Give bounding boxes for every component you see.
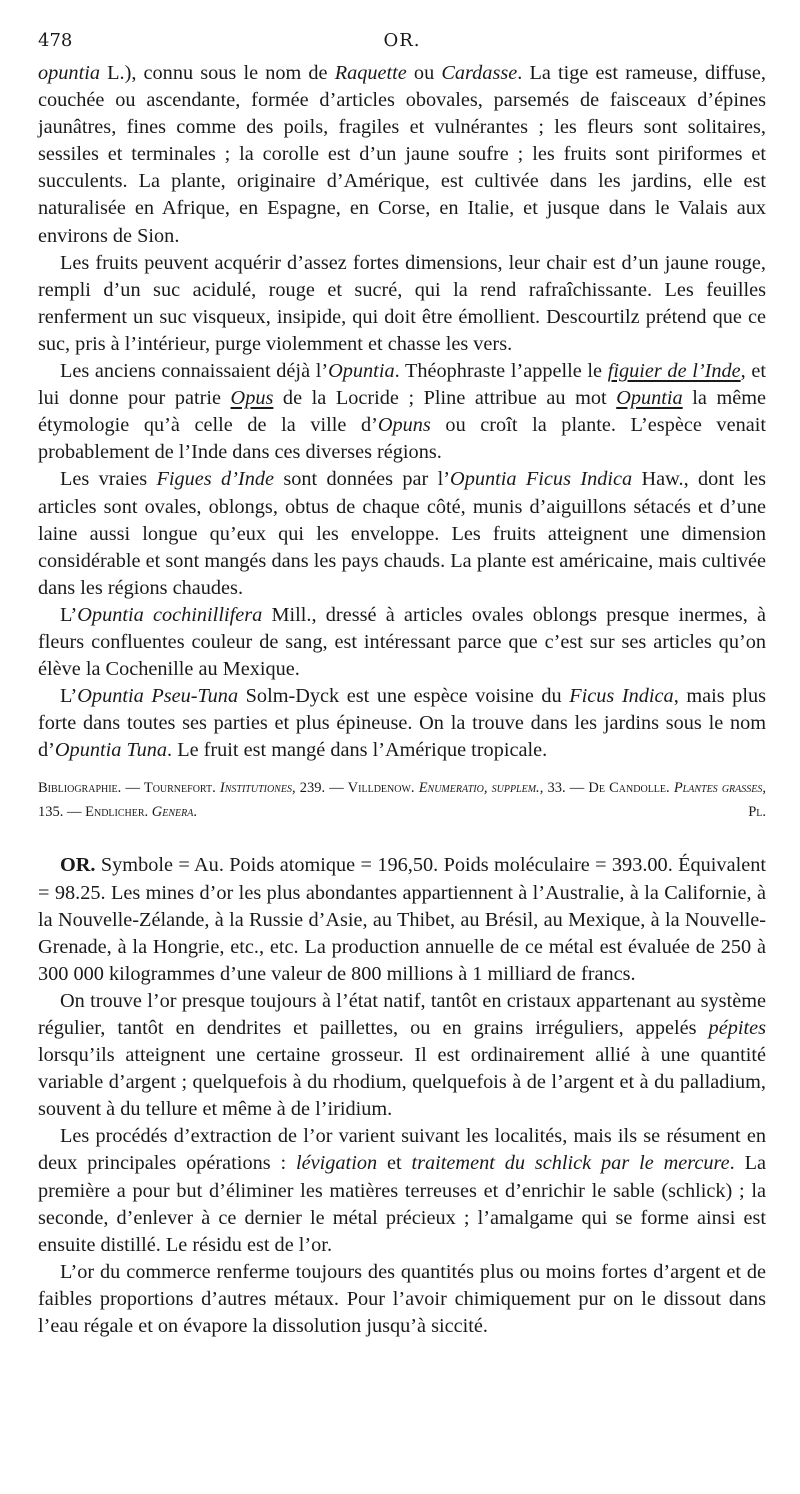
text-run: Les anciens connaissaient déjà l’ [60, 360, 329, 383]
entry-headword: OR. [60, 854, 96, 877]
or-paragraph-1 [38, 852, 766, 987]
text-run: ou [406, 62, 442, 84]
text-run: , et lui donne pour patrie [38, 360, 766, 410]
italic-term: Enumeratio, supplem. [418, 780, 540, 797]
text-run: L’ [60, 603, 78, 626]
text-run: , 33. — De Candolle. [539, 780, 674, 797]
text-run: L.), connu sous le nom de [99, 62, 335, 84]
italic-term: Institutiones [219, 780, 292, 797]
section-gap [38, 824, 766, 852]
text-run: Les vraies [60, 468, 157, 491]
italic-term: Figues d’Inde [156, 468, 274, 491]
italic-term: Opuntia Tuna [54, 739, 168, 762]
running-head: OR. [383, 30, 421, 51]
italic-term: Opuntia cochinillifera [77, 603, 263, 626]
or-paragraph-2 [38, 988, 766, 1123]
italic-term: figuier de l’Inde [607, 360, 741, 383]
italic-term: Ficus Indica [569, 685, 674, 708]
text-run: . Théophraste l’appelle le [394, 360, 608, 383]
or-paragraph-3 [38, 1123, 766, 1258]
text-run: la même étymologie qu’à celle de la ville d’ [38, 387, 766, 437]
author-signature: Pl. [748, 804, 766, 821]
page-body [38, 60, 766, 1340]
italic-term: traitement du schlick par le mercure [411, 1152, 730, 1175]
text-run: de la Locride ; Pline attribue au mot [273, 387, 617, 410]
text-run: Solm-Dyck est une espèce voisine du [238, 685, 570, 708]
italic-term: pépites [708, 1017, 766, 1039]
dictionary-page [38, 30, 766, 1340]
text-run: , 239. — Villdenow. [291, 780, 419, 797]
text-run: , 135. — Endlicher. [38, 780, 767, 821]
text-run: Symbole = Au. Poids atomique = 196,50. Poids moléculaire = 393.00. Équivalent = 98.25. Les mines d’or les plus abondantes appartiennent à l’Australie, à la Californie, à la Nouvelle-Zélande, à la Russie d’Asie, au Thibet, au Brésil, au Mexique, à la Nouvelle-Grenade, à la Hongrie, etc., etc. La production annuelle de ce métal est évaluée de 250 à 300 000 kilogrammes d’une valeur de 800 millions à 1 milliard de francs. [38, 854, 766, 985]
opuntia-paragraph-2: Les fruits peuvent acquérir d’assez fortes dimensions, leur chair est d’un jaune rouge, rempli d’un suc acidulé, rouge et sucré, qui la rend rafraîchissante. Les feuilles renferment un suc visqueux, insipide, qui doit être émollient. Descourtilz prétend que ce suc, pris à l’intérieur, purge violemment et chasse les vers. [38, 251, 766, 355]
text-run: ou croît la plante. L’espèce venait probablement de l’Inde dans ces diverses régions. [38, 414, 766, 464]
italic-term: lévigation [296, 1152, 378, 1175]
italic-term: Opuntia [328, 360, 395, 383]
text-run: sont données par l’ [273, 468, 451, 491]
italic-term: Plantes grasses [673, 780, 763, 797]
text-run: . La tige est rameuse, diffuse, couchée ou ascendante, formée d’articles obovales, parsemés de faisceaux d’épines jaunâtres, fines comme des poils, fragiles et vulnérantes ; les fleurs sont solitaires, sessiles et terminales ; la corolle est d’un jaune soufre ; les fruits sont piriformes et succulents. La plante, originaire d’Amérique, est cultivée dans les jardins, elle est naturalisée en Afrique, en Espagne, en Corse, en Italie, et jusque dans le Valais aux environs de Sion. [38, 62, 766, 247]
text-run: Bibliographie. — Tournefort. [38, 780, 220, 797]
text-run: . Le fruit est mangé dans l’Amérique tropicale. [167, 739, 548, 762]
opuntia-paragraph-1 [38, 60, 766, 250]
page-number: 478 [38, 30, 73, 51]
text-run: lorsqu’ils atteignent une certaine grosseur. Il est ordinairement allié à une quantité variable d’argent ; quelquefois à du rhodium, quelquefois à de l’argent et à du palladium, souvent à du tellure et même à de l’iridium. [38, 1044, 766, 1121]
text-run: Les procédés d’extraction de l’or varient suivant les localités, mais ils se résument en deux principales opérations : [38, 1125, 766, 1175]
text-run: . [193, 804, 197, 821]
page-header [38, 30, 766, 60]
italic-term: opuntia [38, 62, 100, 84]
bibliography [38, 776, 766, 824]
italic-term: Opus [230, 387, 274, 410]
text-run: , mais plus forte dans toutes ses parties et plus épineuse. On la trouve dans les jardins sous le nom d’ [38, 685, 766, 762]
text-run: et [377, 1152, 412, 1175]
italic-term: Opuntia Ficus Indica [450, 468, 633, 491]
opuntia-paragraph-6 [38, 683, 766, 764]
text-run: On trouve l’or presque toujours à l’état natif, tantôt en cristaux appartenant au système régulier, tantôt en dendrites et paillettes, ou en grains irréguliers, appelés [38, 989, 766, 1039]
opuntia-paragraph-5 [38, 602, 766, 683]
text-run: . La première a pour but d’éliminer les matières terreuses et d’enrichir le sable (schlick) ; la seconde, d’enlever à ce dernier le métal précieux ; l’amalgame qui se forme ainsi est ensuite distillé. Le résidu est de l’or. [38, 1152, 767, 1256]
italic-term: Opuntia [616, 387, 683, 410]
or-paragraph-4: L’or du commerce renferme toujours des quantités plus ou moins fortes d’argent et de faibles proportions d’autres métaux. Pour l’avoir chimiquement pur on le dissout dans l’eau régale et on évapore la dissolution jusqu’à siccité. [38, 1260, 766, 1338]
italic-term: Raquette [334, 62, 407, 84]
italic-term: Cardasse [441, 62, 518, 84]
italic-term: Genera [151, 804, 194, 821]
opuntia-paragraph-3 [38, 358, 766, 466]
text-run: Mill., dressé à articles ovales oblongs presque inermes, à fleurs confluentes couleur de sang, est intéressant parce que c’est sur ses articles qu’on élève la Cochenille au Mexique. [38, 603, 766, 681]
opuntia-paragraph-4 [38, 466, 766, 601]
italic-term: Opuntia Pseu-Tuna [77, 685, 239, 708]
italic-term: Opuns [377, 414, 431, 437]
text-run: L’ [60, 685, 78, 708]
text-run: Haw., dont les articles sont ovales, oblongs, obtus de chaque côté, munis d’aiguillons sétacés et d’une laine aussi longue qu’eux qui les enveloppe. Les fruits atteignent une dimension considérable et sont mangés dans les pays chauds. La plante est américaine, mais cultivée dans les régions chaudes. [38, 468, 766, 599]
